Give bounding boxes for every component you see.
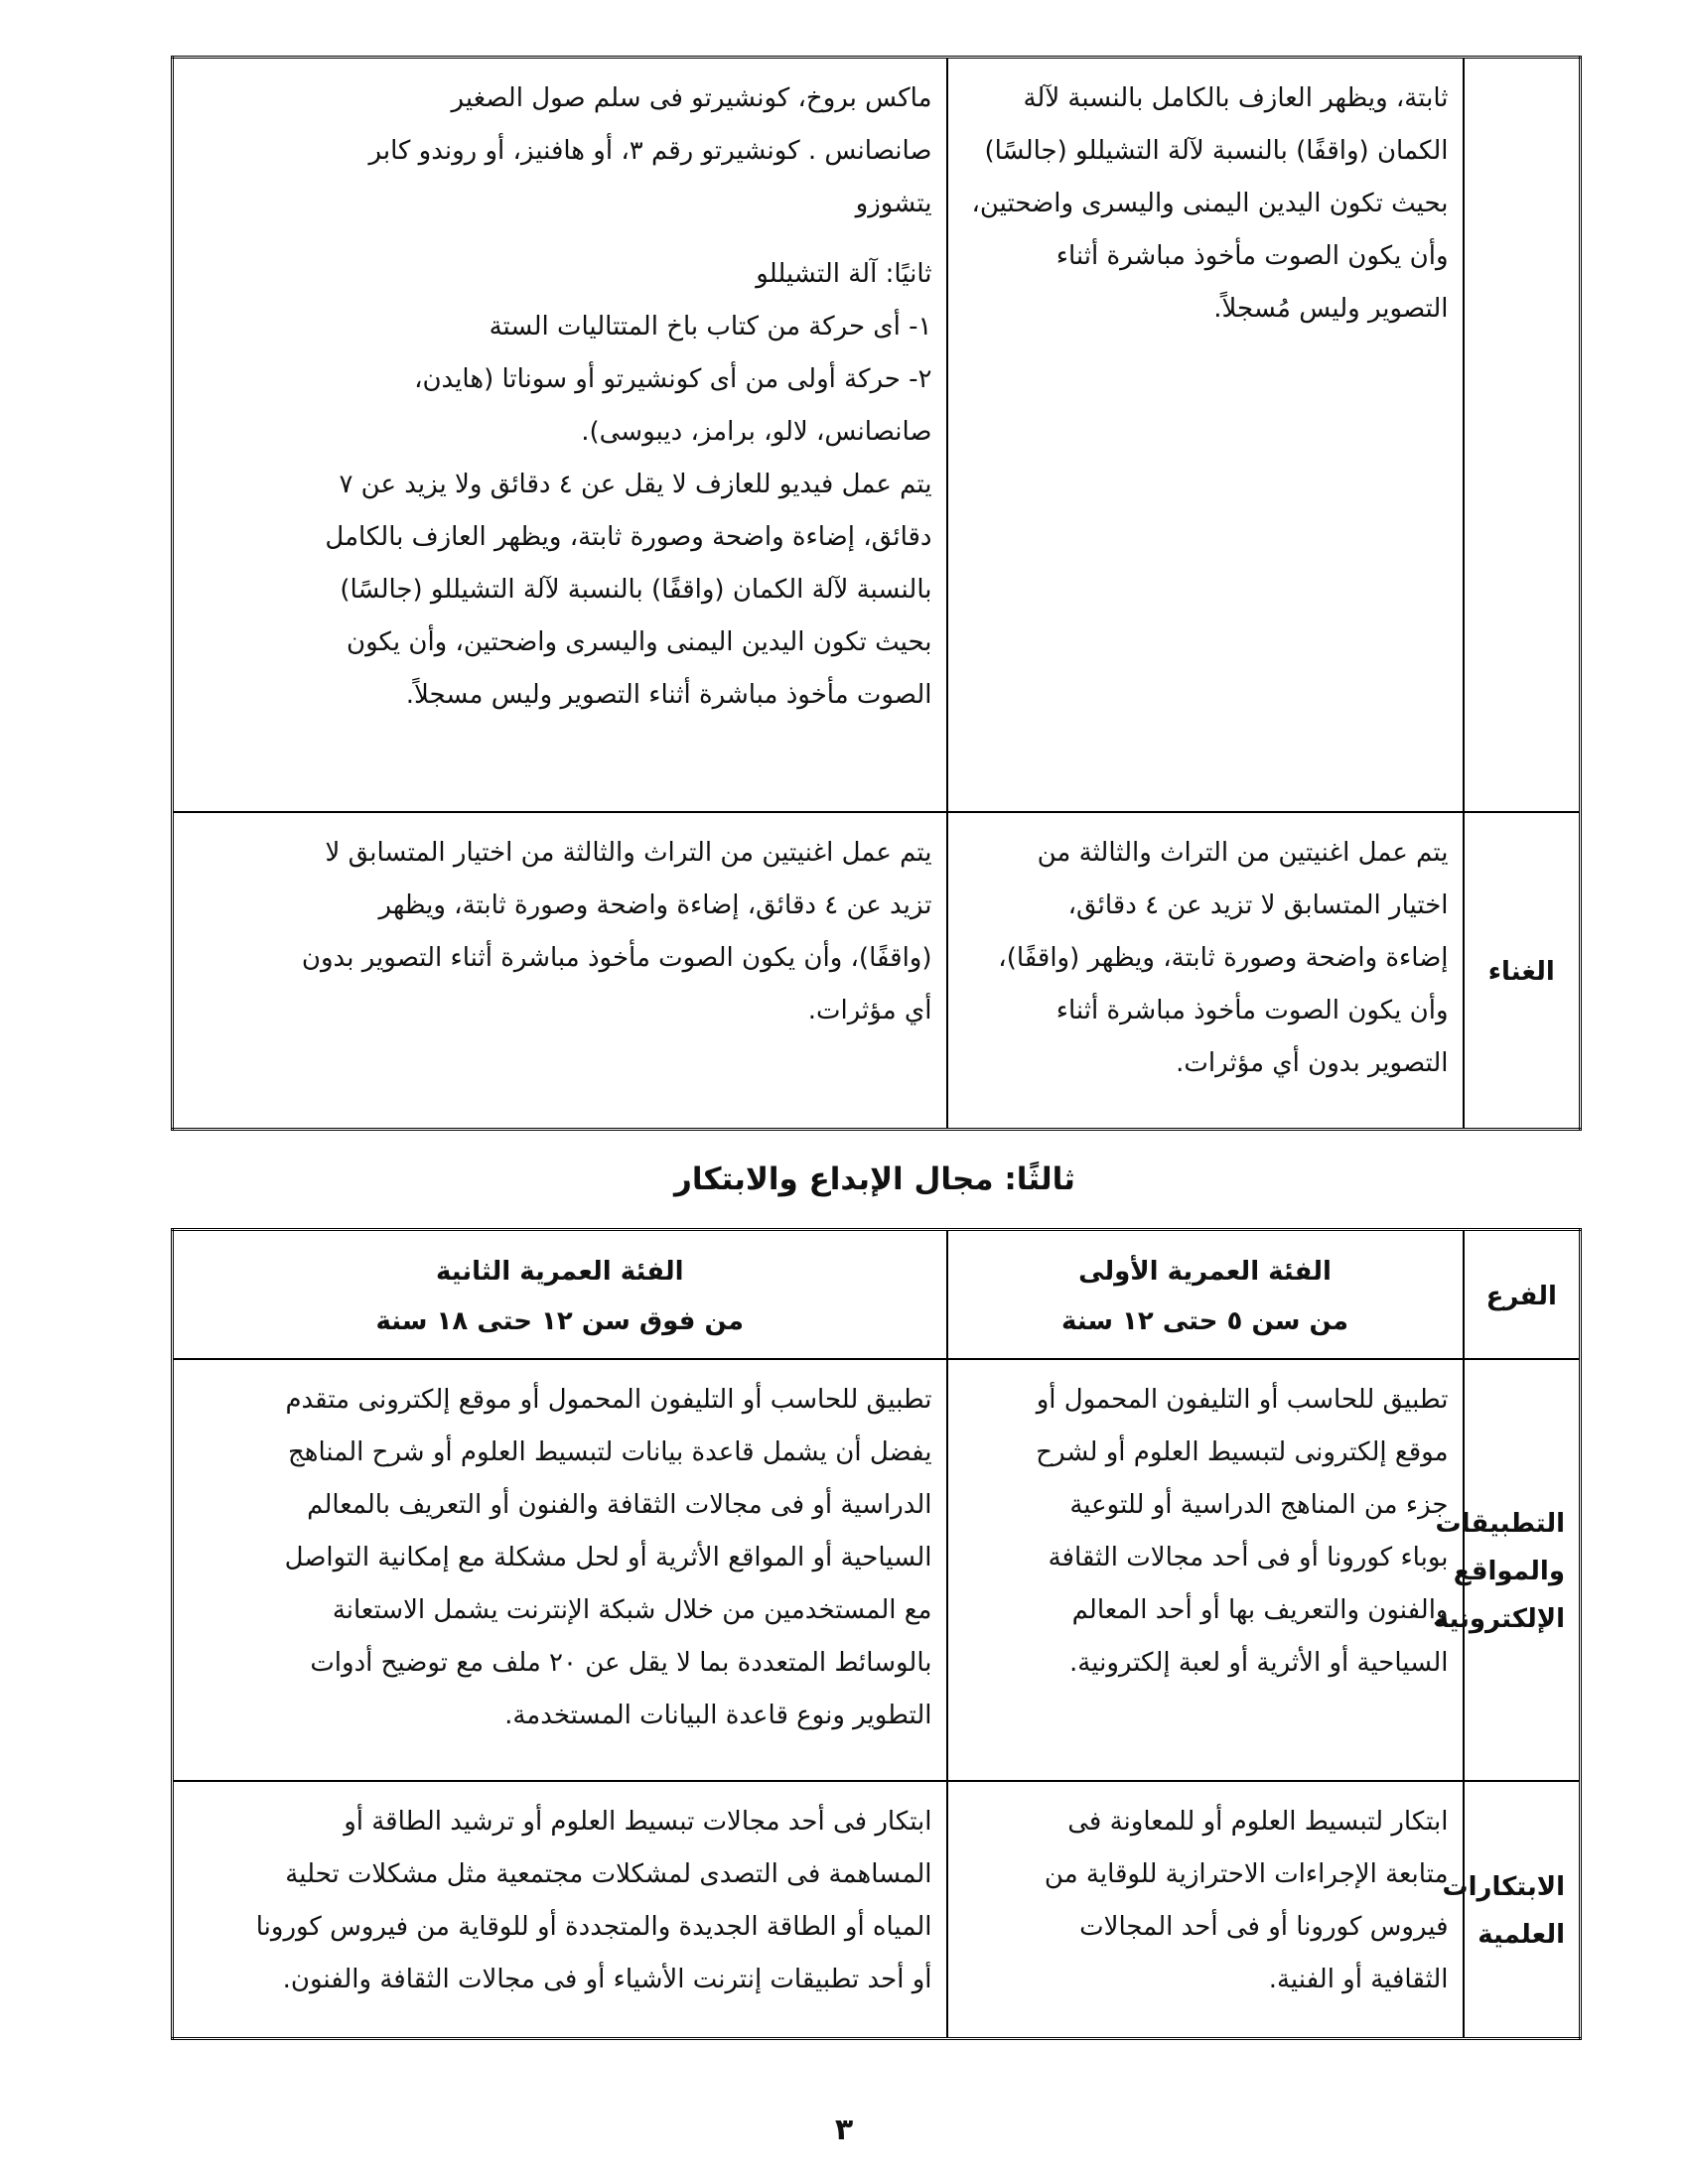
header-group1 xyxy=(947,1230,1464,1359)
age-group-title: الفئة العمرية الثانية xyxy=(435,1256,684,1287)
text-line: أو أحد تطبيقات إنترنت الأشياء أو فى مجالات الثقافة والفنون. xyxy=(282,1964,932,1994)
text-line: أي مؤثرات. xyxy=(807,995,932,1025)
section-title: ثالثًا: مجال الإبداع والابتكار xyxy=(674,1161,1075,1197)
group2-cell xyxy=(173,812,947,1130)
text-line: دقائق، إضاءة واضحة وصورة ثابتة، ويظهر العازف بالكامل xyxy=(325,522,932,552)
text-line: متابعة الإجراءات الاحترازية للوقاية من xyxy=(1044,1858,1449,1889)
text-line: بحيث تكون اليدين اليمنى واليسرى واضحتين، وأن يكون xyxy=(346,627,932,657)
text-line: تطبيق للحاسب أو التليفون المحمول أو xyxy=(1036,1384,1449,1415)
header-branch: الفرع xyxy=(1464,1230,1581,1359)
group1-cell xyxy=(947,812,1464,1130)
text-line: الثقافية أو الفنية. xyxy=(1268,1964,1449,1994)
text-line: والفنون والتعريف بها أو أحد المعالم xyxy=(1071,1594,1449,1625)
branch-cell xyxy=(1433,1359,1581,1781)
text-line: صانصانس . كونشيرتو رقم ٣، أو هافنيز، أو روندو كابر xyxy=(368,136,932,166)
text-line: وأن يكون الصوت مأخوذ مباشرة أثناء xyxy=(1055,995,1449,1025)
text-line: اختيار المتسابق لا تزيد عن ٤ دقائق، xyxy=(1067,889,1449,920)
age-range: من فوق سن ١٢ حتى ١٨ سنة xyxy=(375,1305,744,1336)
text-line: مع المستخدمين من خلال شبكة الإنترنت يشمل الاستعانة xyxy=(332,1594,932,1625)
text-line: يفضل أن يشمل قاعدة بيانات لتبسيط العلوم أو شرح المناهج xyxy=(287,1436,932,1467)
table-row xyxy=(173,1359,1581,1781)
text-line: بحيث تكون اليدين اليمنى واليسرى واضحتين، xyxy=(971,189,1449,218)
text-line: وأن يكون الصوت مأخوذ مباشرة أثناء xyxy=(1055,241,1449,271)
text-line: ثابتة، ويظهر العازف بالكامل بالنسبة لآلة xyxy=(1023,83,1449,113)
text-line: الصوت مأخوذ مباشرة أثناء التصوير وليس مسجلاً. xyxy=(405,680,932,710)
creativity-criteria-table xyxy=(171,1228,1582,2040)
text-line: السياحية أو الأثرية أو لعبة إلكترونية. xyxy=(1069,1647,1449,1678)
text-line: بالنسبة لآلة الكمان (واقفًا) بالنسبة لآلة التشيللو (جالسًا) xyxy=(340,575,932,605)
text-line: التطوير ونوع قاعدة البيانات المستخدمة. xyxy=(504,1700,932,1730)
text-line: السياحية أو المواقع الأثرية أو لحل مشكلة مع إمكانية التواصل xyxy=(284,1542,932,1572)
music-criteria-table xyxy=(171,56,1582,1131)
branch-cell: الغناء xyxy=(1464,812,1581,1130)
branch-line: التطبيقات xyxy=(1435,1509,1565,1539)
branch-line: العلمية xyxy=(1477,1920,1565,1951)
group1-cell xyxy=(947,1359,1464,1781)
text-line: إضاءة واضحة وصورة ثابتة، ويظهر (واقفًا)، xyxy=(998,942,1449,973)
text-line: التصوير وليس مُسجلاً. xyxy=(1213,294,1449,324)
group2-cell xyxy=(173,1781,947,2039)
list-item: صانصانس، لالو، برامز، ديبوسى). xyxy=(581,417,932,447)
text-line: (واقفًا)، وأن يكون الصوت مأخوذ مباشرة أثناء التصوير بدون xyxy=(301,942,932,973)
text-line: فيروس كورونا أو فى أحد المجالات xyxy=(1079,1911,1449,1942)
text-line: جزء من المناهج الدراسية أو للتوعية xyxy=(1069,1489,1449,1520)
table-row xyxy=(173,812,1581,1130)
text-line: يتم عمل فيديو للعازف لا يقل عن ٤ دقائق ولا يزيد عن ٧ xyxy=(339,470,932,499)
table-row xyxy=(173,1781,1581,2039)
table-row xyxy=(173,58,1581,812)
text-line: يتم عمل اغنيتين من التراث والثالثة من اختيار المتسابق لا xyxy=(325,837,932,868)
text-line: المياه أو الطاقة الجديدة والمتجددة أو للوقاية من فيروس كورونا xyxy=(255,1911,932,1942)
text-line: موقع إلكترونى لتبسيط العلوم أو لشرح xyxy=(1036,1436,1449,1467)
branch-cell xyxy=(1442,1781,1581,2039)
text-line: بوباء كورونا أو فى أحد مجالات الثقافة xyxy=(1048,1542,1449,1572)
branch-line: الإلكترونية xyxy=(1433,1604,1565,1634)
branch-cell xyxy=(1464,58,1581,812)
text-line: يتشوزو xyxy=(855,189,932,218)
age-range: من سن ٥ حتى ١٢ سنة xyxy=(1061,1305,1348,1336)
header-group2 xyxy=(173,1230,947,1359)
list-item: ٢- حركة أولى من أى كونشيرتو أو سوناتا (هايدن، xyxy=(414,364,932,394)
text-line: ابتكار لتبسيط العلوم أو للمعاونة فى xyxy=(1067,1806,1449,1837)
page-number: ٣ xyxy=(834,2113,854,2147)
text-line: الكمان (واقفًا) بالنسبة لآلة التشيللو (جالسًا) xyxy=(984,136,1449,166)
text-line: المساهمة فى التصدى لمشكلات مجتمعية مثل مشكلات تحلية xyxy=(285,1858,932,1889)
text-line: ماكس بروخ، كونشيرتو فى سلم صول الصغير xyxy=(451,83,932,113)
text-line: ابتكار فى أحد مجالات تبسيط العلوم أو ترشيد الطاقة أو xyxy=(344,1806,932,1837)
text-line: تزيد عن ٤ دقائق، إضاءة واضحة وصورة ثابتة، ويظهر xyxy=(378,889,932,920)
group1-cell xyxy=(947,1781,1464,2039)
age-group-title: الفئة العمرية الأولى xyxy=(1078,1256,1332,1287)
branch-line: الابتكارات xyxy=(1442,1872,1565,1903)
text-line: الدراسية أو فى مجالات الثقافة والفنون أو التعريف بالمعالم xyxy=(307,1489,932,1520)
header-row xyxy=(173,1230,1581,1359)
text-line: التصوير بدون أي مؤثرات. xyxy=(1176,1047,1449,1078)
branch-line: والمواقع xyxy=(1453,1557,1565,1586)
text-line: يتم عمل اغنيتين من التراث والثالثة من xyxy=(1037,837,1449,868)
group2-cell xyxy=(173,1359,947,1781)
group1-cell xyxy=(947,58,1464,812)
group2-cell xyxy=(173,58,947,812)
text-line: بالوسائط المتعددة بما لا يقل عن ٢٠ ملف مع توضيح أدوات xyxy=(310,1647,932,1678)
subheading: ثانيًا: آلة التشيللو xyxy=(756,259,932,289)
list-item: ١- أى حركة من كتاب باخ المتتاليات الستة xyxy=(489,312,932,341)
text-line: تطبيق للحاسب أو التليفون المحمول أو موقع إلكترونى متقدم xyxy=(285,1384,932,1415)
